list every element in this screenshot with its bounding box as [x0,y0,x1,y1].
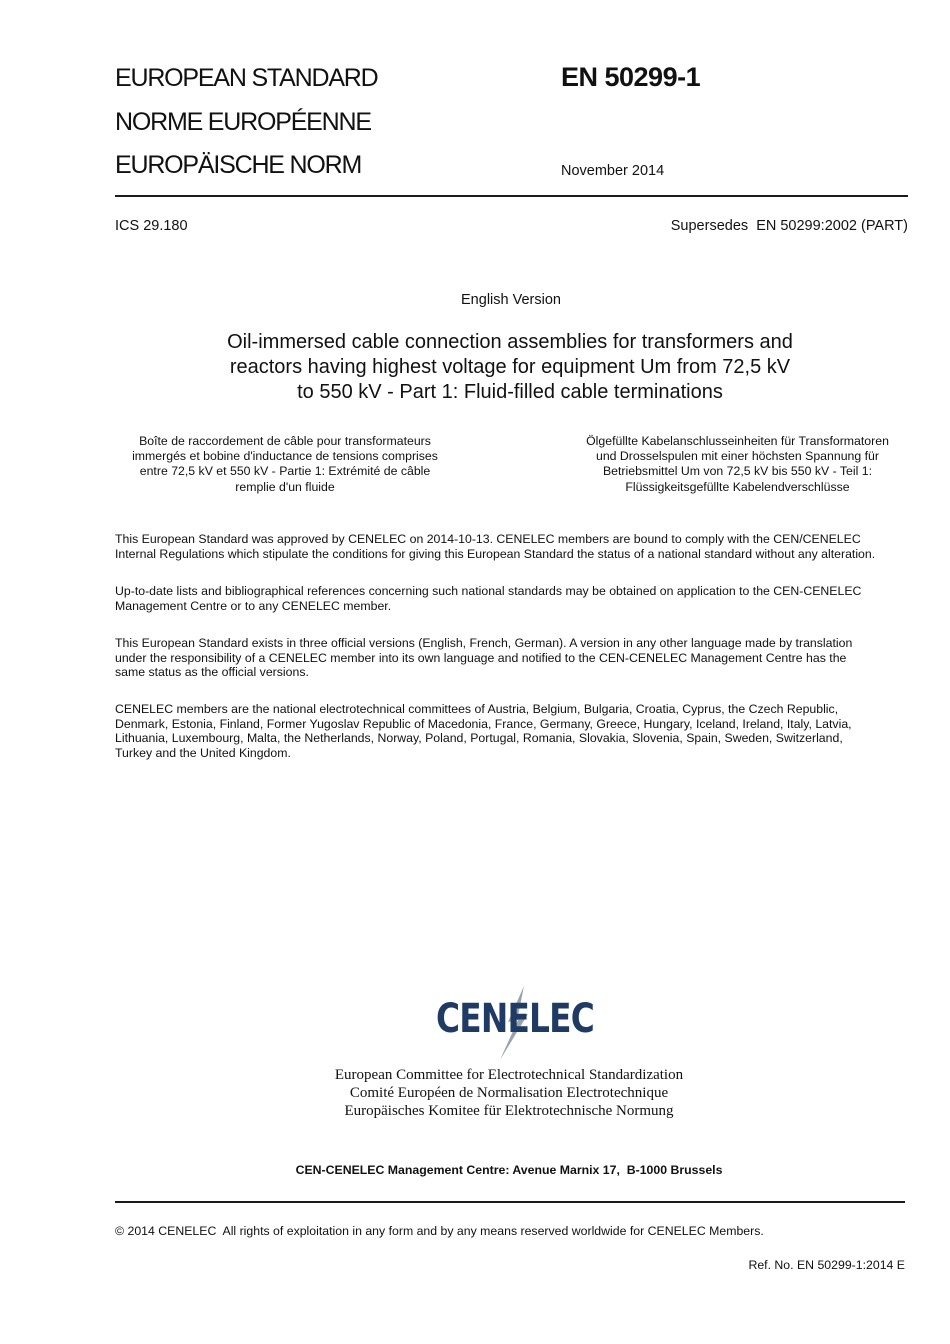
paragraph-line: CENELEC members are the national electrotechnical committees of Austria, Belgium, Bulgaria, Croatia, Cyprus, the Czech Republic, [115,702,839,716]
paragraph-line: This European Standard exists in three official versions (English, French, German). A version in any other language made by translation [115,636,853,650]
version-label: English Version [461,292,561,308]
publication-date: November 2014 [561,163,665,179]
committee-names [259,1066,759,1120]
paragraph-line: Up-to-date lists and bibliographical references concerning such national standards may be obtained on application to the CEN-CENELEC [115,584,862,598]
cenelec-logo [430,982,610,1062]
committee-line: Europäisches Komitee für Elektrotechnische Normung [344,1103,674,1119]
document-title [130,330,890,405]
french-line: entre 72,5 kV et 550 kV - Partie 1: Extrémité de câble [139,464,431,479]
french-line: immergés et bobine d'inductance de tensions comprises [132,449,438,464]
logo-wordmark: CENELEC [436,996,594,1042]
approval-paragraph [115,532,915,561]
references-paragraph [115,584,915,613]
members-paragraph [115,702,915,760]
paragraph-line: under the responsibility of a CENELEC member into its own language and notified to the CEN-CENELEC Management Centre has the [115,650,847,665]
copyright-notice: © 2014 CENELEC All rights of exploitation in any form and by any means reserved worldwide for CENELEC Members. [115,1224,764,1238]
standard-title-en: EUROPEAN STANDARD [115,64,378,92]
title-line: Oil-immersed cable connection assemblies for transformers and [227,331,793,353]
footer-divider [115,1201,905,1203]
paragraph-line: This European Standard was approved by CENELEC on 2014-10-13. CENELEC members are bound to comply with the CEN/CENELEC [115,532,861,546]
standard-title-de: EUROPÄISCHE NORM [115,151,362,179]
paragraph-line: Internal Regulations which stipulate the conditions for giving this European Standard the status of a national standard without any alteration. [115,546,876,561]
header-divider [115,195,908,197]
management-centre: CEN-CENELEC Management Centre: Avenue Marnix 17, B-1000 Brussels [295,1163,723,1177]
german-line: Betriebsmittel Um von 72,5 kV bis 550 kV - Teil 1: [602,464,873,479]
committee-line: Comité Européen de Normalisation Electrotechnique [349,1085,669,1101]
german-line: Flüssigkeitsgefüllte Kabelendverschlüsse [625,479,850,494]
standard-title-fr: NORME EUROPÉENNE [115,108,371,136]
title-german [565,434,910,495]
paragraph-line: Denmark, Estonia, Finland, Former Yugoslav Republic of Macedonia, France, Germany, Greece, Hungary, Iceland, Ireland, Italy, Latvia, [115,716,852,731]
ics-code: ICS 29.180 [115,218,188,234]
versions-paragraph [115,636,915,680]
supersedes-note: Supersedes EN 50299:2002 (PART) [670,218,908,234]
document-number: EN 50299-1 [561,62,701,92]
reference-number: Ref. No. EN 50299-1:2014 E [748,1258,905,1272]
paragraph-line: Management Centre or to any CENELEC member. [115,598,392,613]
paragraph-line: Turkey and the United Kingdom. [115,745,291,760]
french-line: Boîte de raccordement de câble pour transformateurs [139,434,431,448]
title-line: reactors having highest voltage for equipment Um from 72,5 kV [229,356,791,378]
paragraph-line: same status as the official versions. [115,665,309,680]
committee-line: European Committee for Electrotechnical Standardization [334,1067,684,1083]
french-line: remplie d'un fluide [235,479,335,494]
german-line: und Drosselspulen mit einer höchsten Spannung für [595,449,879,464]
title-french [115,434,455,495]
german-line: Ölgefüllte Kabelanschlusseinheiten für Transformatoren [586,434,889,448]
paragraph-line: Lithuania, Luxembourg, Malta, the Netherlands, Norway, Poland, Portugal, Romania, Slovakia, Slovenia, Spain, Sweden, Switzerland, [115,731,843,746]
title-line: to 550 kV - Part 1: Fluid-filled cable terminations [297,381,723,403]
